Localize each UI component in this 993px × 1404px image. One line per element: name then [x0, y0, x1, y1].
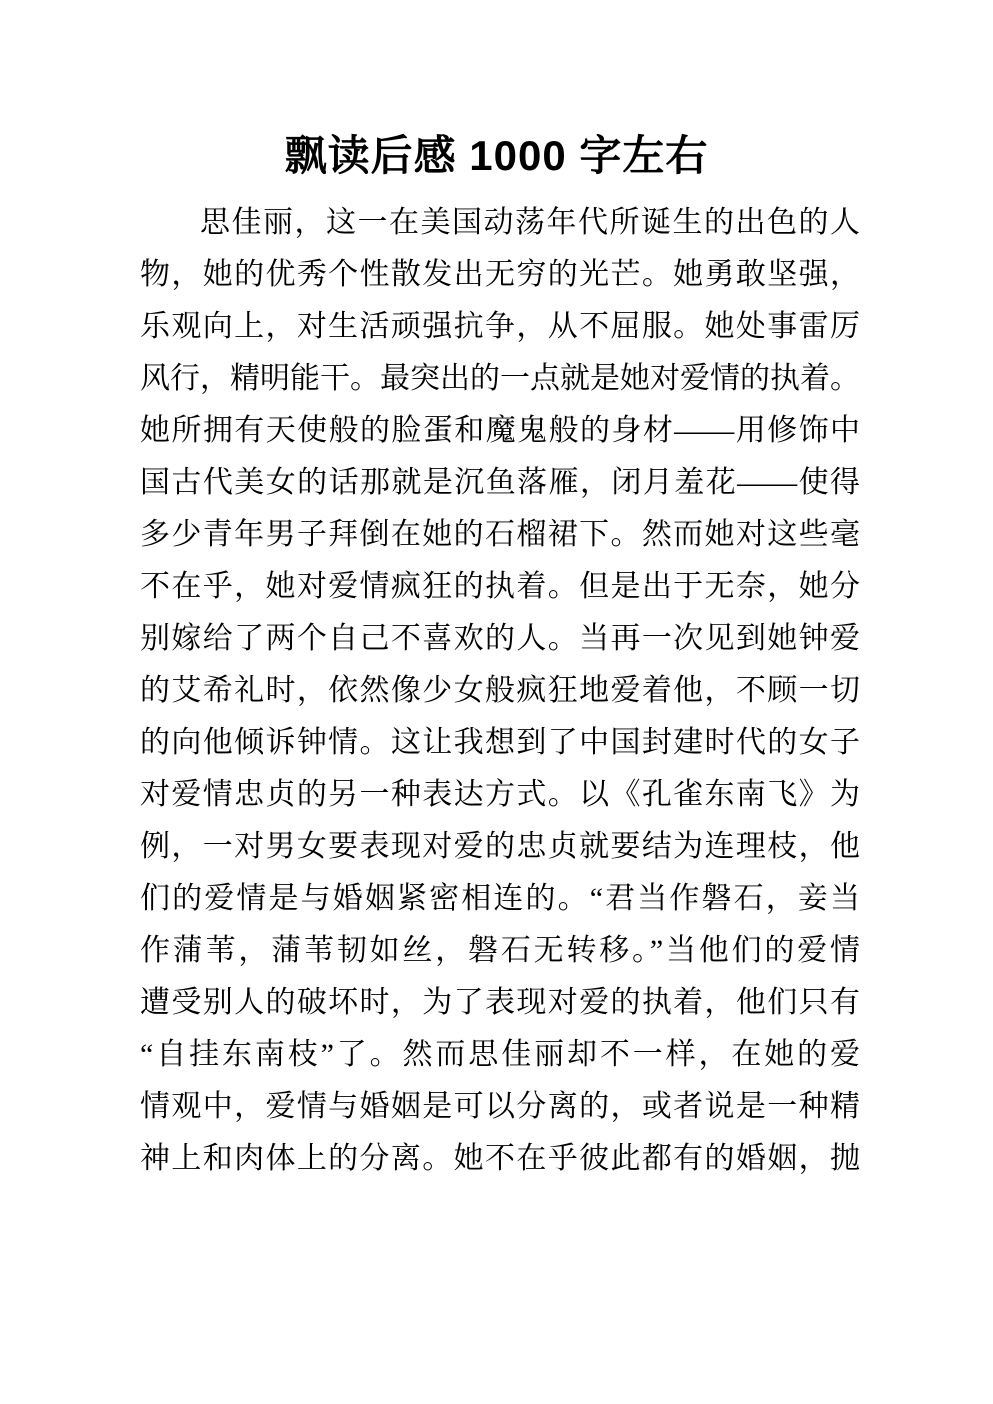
paragraph-line: 多少青年男子拜倒在她的石榴裙下。然而她对这些毫: [140, 518, 860, 551]
document-title: 飘读后感 1000 字左右: [284, 132, 709, 179]
paragraph-line: 遭受别人的破坏时，为了表现对爱的执着，他们只有: [140, 986, 860, 1019]
paragraph-line: 作蒲苇，蒲苇韧如丝，磐石无转移。”当他们的爱情: [140, 934, 860, 967]
paragraph-line: 们的爱情是与婚姻紧密相连的。“君当作磐石，妾当: [140, 882, 860, 915]
paragraph-line: 思佳丽，这一在美国动荡年代所诞生的出色的人: [200, 206, 860, 239]
paragraph-line: 她所拥有天使般的脸蛋和魔鬼般的身材——用修饰中: [140, 414, 860, 447]
paragraph-line: 对爱情忠贞的另一种表达方式。以《孔雀东南飞》为: [140, 778, 860, 811]
paragraph-line: 的艾希礼时，依然像少女般疯狂地爱着他，不顾一切: [140, 674, 860, 707]
paragraph-line: 乐观向上，对生活顽强抗争，从不屈服。她处事雷厉: [140, 310, 860, 343]
paragraph-line: 国古代美女的话那就是沉鱼落雁，闭月羞花——使得: [140, 466, 860, 499]
paragraph-line: “自挂东南枝”了。然而思佳丽却不一样，在她的爱: [140, 1038, 860, 1071]
paragraph-line: 风行，精明能干。最突出的一点就是她对爱情的执着。: [140, 362, 860, 395]
paragraph-line: 的向他倾诉钟情。这让我想到了中国封建时代的女子: [140, 726, 860, 759]
paragraph-line: 不在乎，她对爱情疯狂的执着。但是出于无奈，她分: [140, 570, 860, 603]
paragraph-line: 别嫁给了两个自己不喜欢的人。当再一次见到她钟爱: [140, 622, 860, 655]
paragraph-line: 例，一对男女要表现对爱的忠贞就要结为连理枝，他: [140, 830, 860, 863]
paragraph-line: 物，她的优秀个性散发出无穷的光芒。她勇敢坚强，: [140, 258, 860, 291]
paragraph-line: 情观中，爱情与婚姻是可以分离的，或者说是一种精: [140, 1090, 860, 1123]
paragraph-line: 神上和肉体上的分离。她不在乎彼此都有的婚姻，抛: [140, 1142, 860, 1175]
document-body: [140, 197, 860, 1185]
